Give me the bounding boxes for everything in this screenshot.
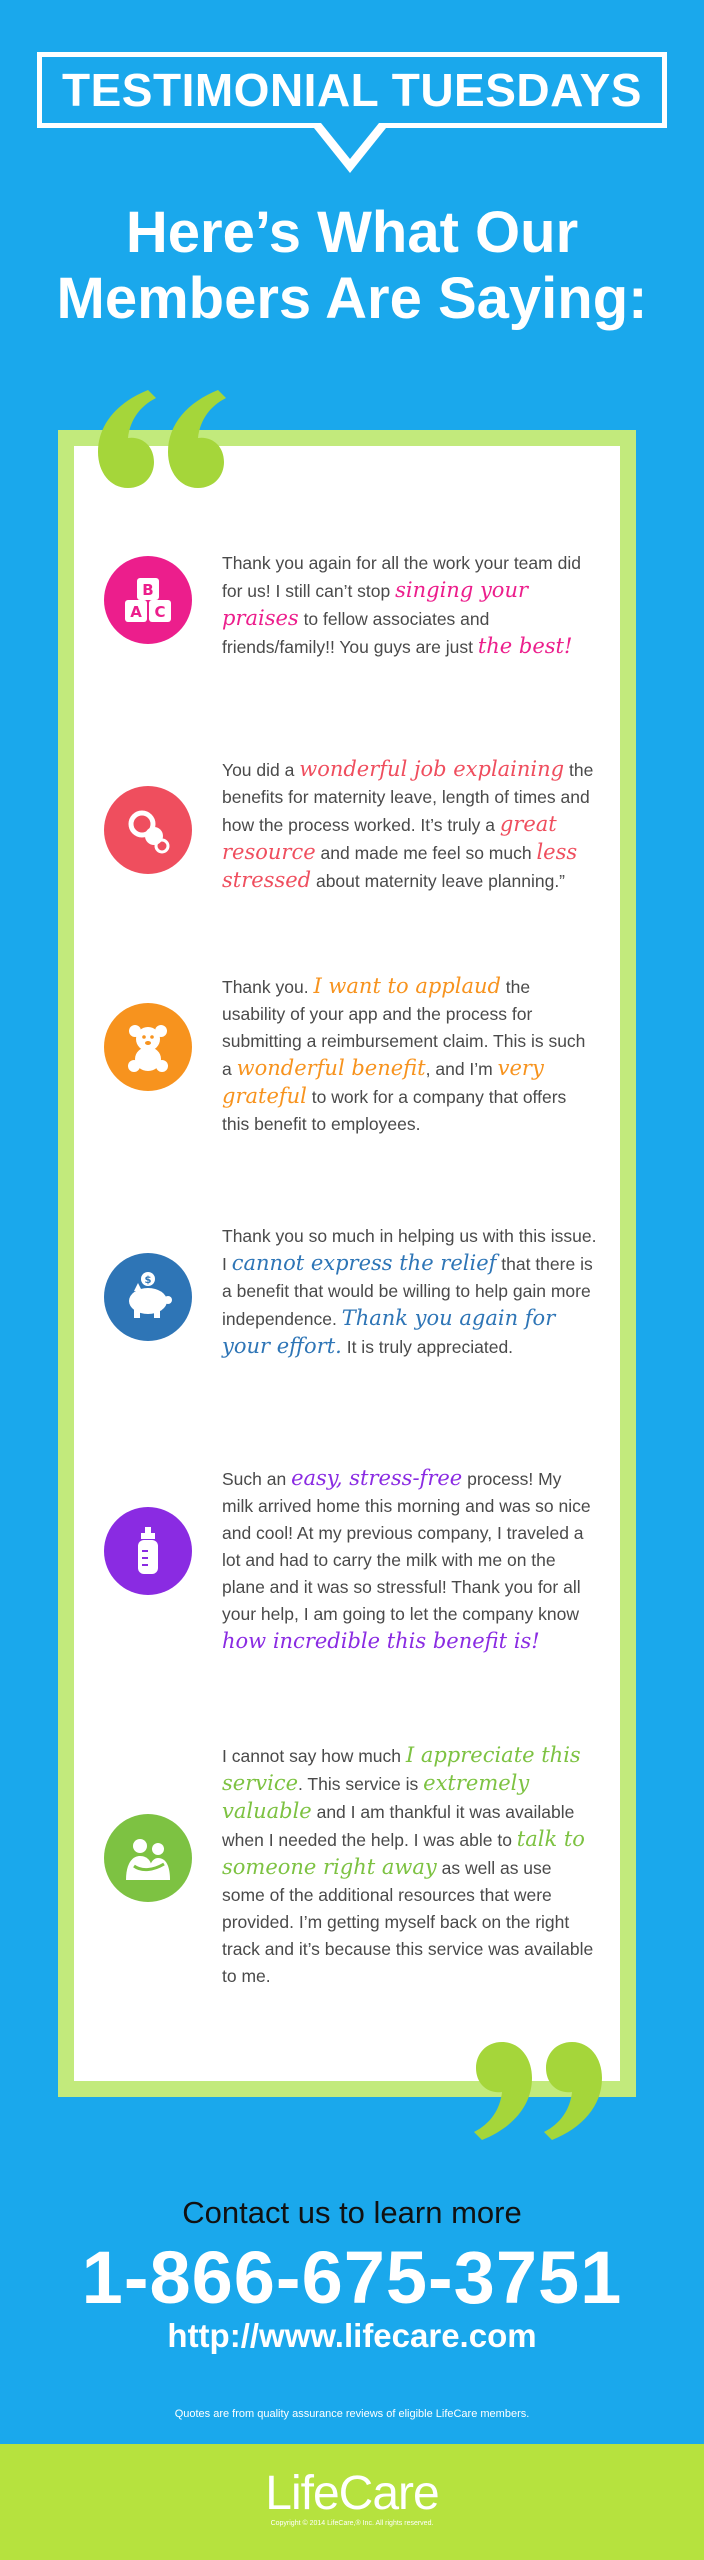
lifecare-logo: LifeCare — [265, 2467, 439, 2520]
baby-bottle-icon — [104, 1507, 192, 1595]
quote-text: Thank you. — [222, 977, 314, 997]
piggy-bank-icon — [104, 1253, 192, 1341]
testimonial-text — [222, 1465, 597, 1656]
quote-highlight: Thank you again for your effort. — [222, 1306, 556, 1358]
quote-text: You did a — [222, 760, 300, 780]
quote-text: the benefits for maternity leave, length of times and how the process worked. It’s truly a — [222, 760, 594, 835]
quote-highlight: how incredible this benefit is! — [222, 1629, 540, 1653]
quote-text: , and I’m — [425, 1059, 498, 1079]
quote-highlight: easy, stress-free — [291, 1466, 463, 1490]
svg-text:C: C — [154, 603, 166, 621]
teddy-bear-icon — [104, 1003, 192, 1091]
testimonial-text — [222, 1742, 597, 1990]
testimonial-text — [222, 973, 597, 1138]
page-headline — [0, 200, 704, 332]
quote-highlight: less stressed — [222, 840, 578, 892]
quote-text: that there is a benefit that would be willing to help gain more independence. — [222, 1254, 593, 1329]
quote-text: and I am thankful it was available when I needed the help. I was able to — [222, 1802, 575, 1850]
quote-highlight: the best! — [477, 634, 573, 658]
quote-highlight: I want to applaud — [313, 974, 501, 998]
quote-highlight: I appreciate this service — [222, 1743, 581, 1795]
speech-pointer-icon — [310, 123, 400, 179]
header-banner — [37, 52, 667, 128]
quote-text: . This service is — [298, 1774, 424, 1794]
close-quote-icon — [470, 2030, 610, 2150]
people-hug-icon — [104, 1814, 192, 1902]
disclaimer-text: Quotes are from quality assurance reviews of eligible LifeCare members. — [174, 2408, 530, 2420]
quote-highlight: great resource — [222, 812, 557, 864]
quote-text: about maternity leave planning.” — [311, 871, 566, 891]
testimonial-text — [222, 1223, 597, 1361]
quote-highlight: talk to someone right away — [222, 1827, 585, 1879]
quote-text: to fellow associates and friends/family!! You guys are just — [222, 609, 490, 657]
testimonial-text — [222, 550, 597, 661]
pacifier-icon — [104, 786, 192, 874]
phone-number[interactable]: 1-866-675-3751 — [81, 2236, 623, 2319]
quote-text: Thank you again for all the work your team did for us! I still can’t stop — [222, 553, 581, 601]
quote-text: Such an — [222, 1469, 292, 1489]
quote-text: I cannot say how much — [222, 1746, 406, 1766]
quote-highlight: wonderful job explaining — [299, 757, 565, 781]
svg-text:$: $ — [144, 1275, 152, 1286]
quote-text: process! My milk arrived home this morning and was so nice and cool! At my previous company, I traveled a lot and had to carry the milk with me on the plane and it was so stressful! Thank you for all your help, I am going to let the company know — [222, 1469, 591, 1624]
headline-line-2: Members Are Saying: — [56, 266, 648, 331]
headline-line-1: Here’s What Our — [125, 200, 579, 265]
quote-text: the usability of your app and the process for submitting a reimbursement claim. This is such a — [222, 977, 586, 1079]
quote-highlight: extremely valuable — [222, 1771, 530, 1823]
copyright-text: Copyright © 2014 LifeCare,® Inc. All rights reserved. — [270, 2520, 434, 2527]
testimonial-text — [222, 756, 597, 895]
quote-text: and made me feel so much — [315, 843, 537, 863]
quote-highlight: singing your praises — [222, 578, 529, 630]
quote-text: It is truly appreciated. — [341, 1337, 514, 1357]
quote-highlight: very grateful — [222, 1056, 544, 1108]
quote-highlight: wonderful benefit — [236, 1056, 426, 1080]
quote-highlight: cannot express the relief — [231, 1251, 497, 1275]
contact-prompt: Contact us to learn more — [182, 2195, 522, 2230]
banner-title: TESTIMONIAL TUESDAYS — [62, 64, 642, 116]
svg-text:B: B — [142, 581, 154, 599]
quote-text: as well as use some of the additional resources that were provided. I’m getting myself back on the right track and it’s because this service was available to me. — [222, 1858, 594, 1986]
quote-text: to work for a company that offers this benefit to employees. — [222, 1087, 567, 1134]
open-quote-icon — [90, 380, 230, 500]
abc-blocks-icon — [104, 556, 192, 644]
website-link[interactable]: http://www.lifecare.com — [167, 2317, 537, 2354]
svg-text:A: A — [130, 603, 142, 621]
quote-text: Thank you so much in helping us with this issue. I — [222, 1226, 597, 1274]
